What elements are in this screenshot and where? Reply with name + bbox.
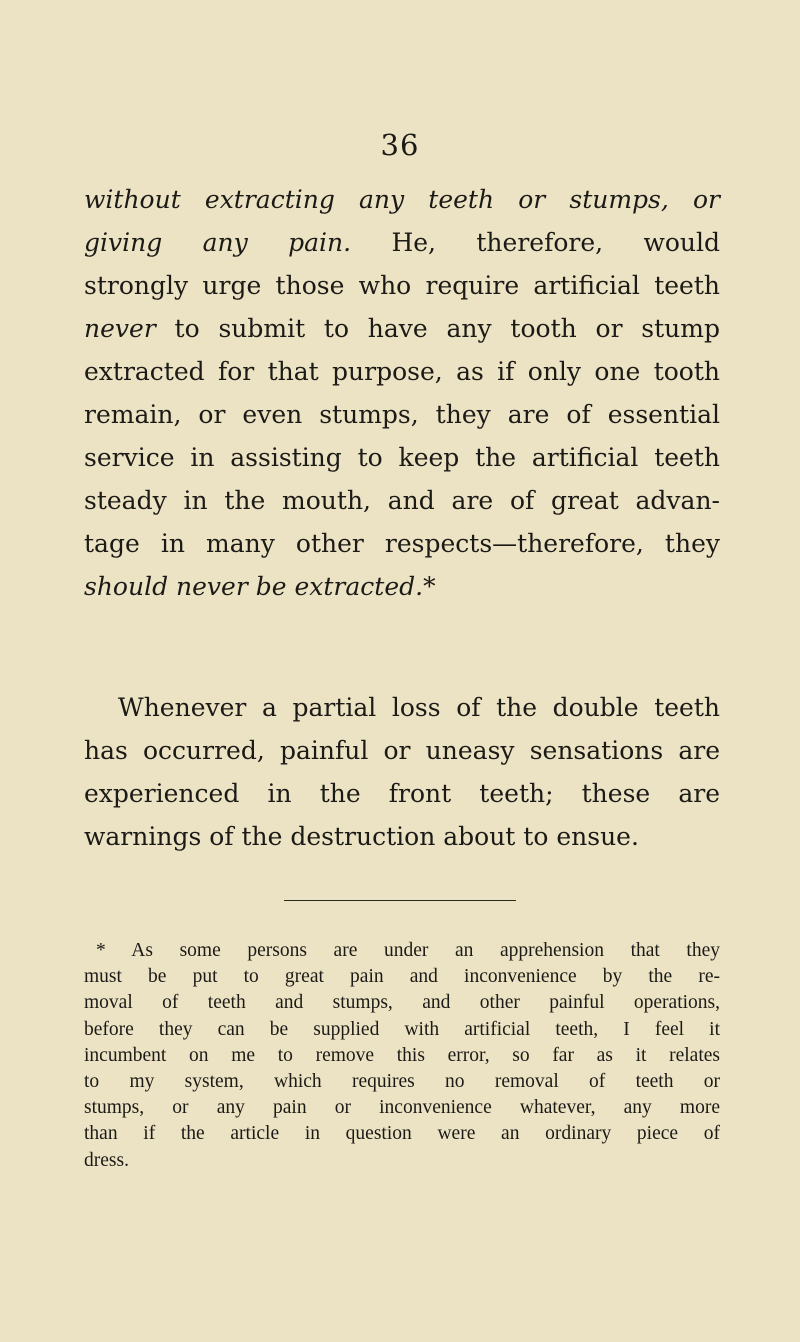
roman-text: has occurred, painful or uneasy sensations are — [84, 736, 720, 765]
italic-text: without extracting any teeth or stumps, or — [84, 185, 720, 214]
roman-text: strongly urge those who require artificial teeth — [84, 271, 720, 300]
roman-text: extracted for that purpose, as if only one tooth — [84, 357, 720, 386]
footnote-line: incumbent on me to remove this error, so far as it relates — [84, 1044, 720, 1066]
italic-text: should never be extracted.* — [84, 572, 436, 601]
text-line — [84, 221, 720, 264]
text-line — [84, 307, 720, 350]
text-line — [84, 350, 720, 393]
footnote-line: to my system, which requires no removal of teeth or — [84, 1071, 720, 1093]
text-line — [84, 522, 720, 565]
italic-text: giving any pain. — [84, 228, 352, 257]
roman-text: service in assisting to keep the artificial teeth — [84, 443, 720, 472]
roman-text: remain, or even stumps, they are of essential — [84, 400, 720, 429]
paragraph-2 — [84, 686, 720, 858]
italic-text: never — [84, 314, 156, 343]
footnote — [84, 938, 720, 1174]
text-line — [84, 178, 720, 221]
roman-text: experienced in the front teeth; these are — [84, 779, 720, 808]
text-line — [84, 436, 720, 479]
footnote-divider — [284, 900, 516, 901]
footnote-line: before they can be supplied with artificial teeth, I feel it — [84, 1018, 720, 1040]
text-line — [84, 479, 720, 522]
footnote-line: than if the article in question were an ordinary piece of — [84, 1123, 720, 1145]
page-number: 36 — [380, 128, 420, 162]
text-line — [84, 772, 720, 815]
text-line — [84, 815, 720, 858]
roman-text: warnings of the destruction about to ensue. — [84, 822, 639, 851]
footnote-line: dress. — [84, 1149, 129, 1171]
text-line — [84, 264, 720, 307]
text-line — [84, 729, 720, 772]
text-line — [84, 565, 720, 608]
roman-text: Whenever a partial loss of the double teeth — [118, 693, 720, 722]
roman-text: steady in the mouth, and are of great advan- — [84, 486, 720, 515]
footnote-line: * As some persons are under an apprehension that they — [96, 940, 720, 961]
paragraph-1 — [84, 178, 720, 608]
footnote-line: must be put to great pain and inconvenience by the re- — [84, 966, 720, 988]
text-line — [84, 686, 720, 729]
roman-text: He, therefore, would — [351, 228, 720, 257]
roman-text: to submit to have any tooth or stump — [155, 314, 720, 343]
text-line — [84, 393, 720, 436]
footnote-line: stumps, or any pain or inconvenience whatever, any more — [84, 1097, 720, 1119]
footnote-line: moval of teeth and stumps, and other painful operations, — [84, 992, 720, 1014]
roman-text: tage in many other respects—therefore, they — [84, 529, 720, 558]
